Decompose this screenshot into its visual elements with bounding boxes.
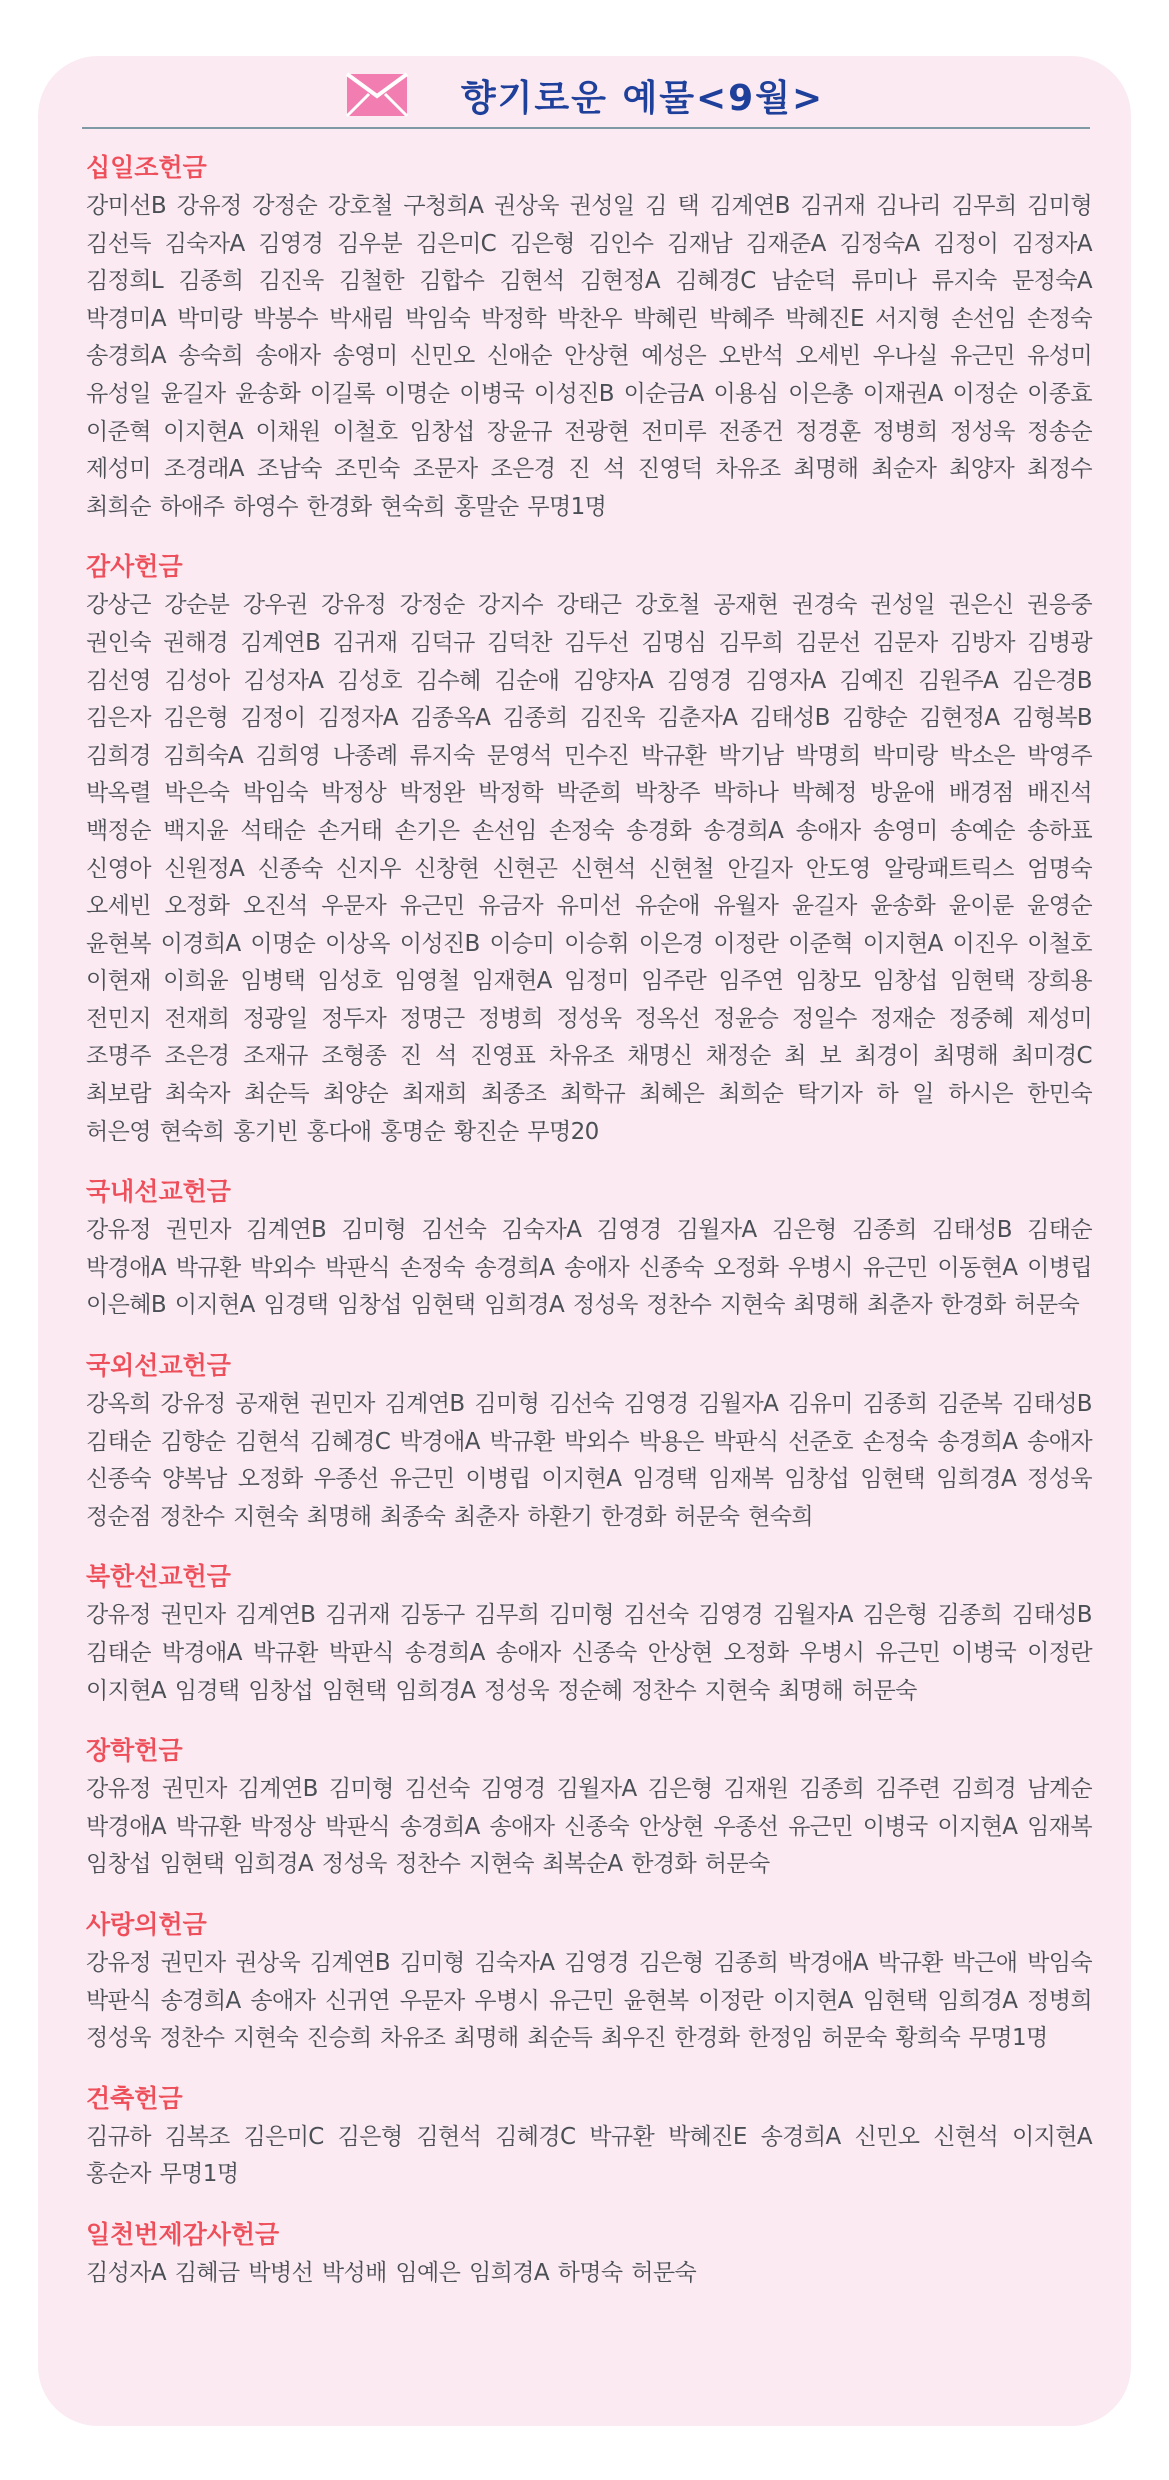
donor-names: 김성자A 김혜금 박병선 박성배 임예은 임희경A 하명숙 허문숙 (86, 2259, 697, 2286)
donor-names: 강유정 권민자 김계연B 김미형 김선숙 김숙자A 김영경 김월자A 김은형 김종희 김태성B 김태순 박경애A 박규환 박외수 박판식 손정숙 송경희A 송애자 신종숙 오정화 우병시 유근민 이동현A 이병립 이은혜B 이지현A 임경택 임창섭 임현택 임희경A 정성욱 정찬수 지현숙 최명해 최춘자 한경화 허문숙 (86, 1217, 1092, 1319)
section-title: 국외선교헌금 (86, 1351, 231, 1381)
donor-names: 강유정 권민자 김계연B 김귀재 김동구 김무희 김미형 김선숙 김영경 김월자A 김은형 김종희 김태성B 김태순 박경애A 박규환 박판식 송경희A 송애자 신종숙 안상현 오정화 우병시 유근민 이병국 이정란 이지현A 임경택 임창섭 임현택 임희경A 정성욱 정순혜 정찬수 지현숙 최명해 허문숙 (86, 1602, 1092, 1704)
donor-names: 강유정 권민자 권상욱 김계연B 김미형 김숙자A 김영경 김은형 김종희 박경애A 박규환 박근애 박임숙 박판식 송경희A 송애자 신귀연 우문자 우병시 유근민 윤현복 이정란 이지현A 임현택 임희경A 정병희 정성욱 정찬수 지현숙 진승희 차유조 최명해 최순득 최우진 한경화 한정임 허문숙 황희숙 무명1명 (86, 1949, 1092, 2052)
header (82, 60, 1087, 130)
donor-names: 김규하 김복조 김은미C 김은형 김현석 김혜경C 박규환 박혜진E 송경희A 신민오 신현석 이지현A 홍순자 무명1명 (86, 2123, 1092, 2188)
section-north-korea-mission (86, 1559, 1092, 1710)
section-title: 감사헌금 (86, 552, 183, 582)
section-title: 사랑의헌금 (86, 1909, 207, 1939)
section-title: 십일조헌금 (86, 153, 207, 182)
title-divider (82, 127, 1090, 129)
section-foreign-mission (86, 1348, 1092, 1536)
section-title: 일천번제감사헌금 (86, 2219, 280, 2249)
section-title: 북한선교헌금 (86, 1562, 231, 1592)
section-tithe (86, 150, 1092, 526)
donor-names: 강미선B 강유정 강정순 강호철 구청희A 권상욱 권성일 김 택 김계연B 김귀재 김나리 김무희 김미형 김선득 김숙자A 김영경 김우분 김은미C 김은형 김인수 김재남 김재준A 김정숙A 김정이 김정자A 김정희L 김종희 김진욱 김철한 김합수 김현석 김현정A 김혜경C 남순덕 류미나 류지숙 문정숙A 박경미A 박미랑 박봉수 박새림 박임숙 박정학 박찬우 박혜린 박혜주 박혜진E 서지형 손선임 손정숙 송경희A 송숙희 송애자 송영미 신민오 신애순 안상현 예성은 오반석 오세빈 우나실 유근민 유성미 유성일 윤길자 윤송화 이길록 이명순 이병국 이성진B 이순금A 이용심 이은총 이재권A 이정순 이종효 이준혁 이지현A 이채원 이철호 임창섭 장윤규 전광현 전미루 전종건 정경훈 정병희 정성욱 정송순 제성미 조경래A 조남숙 조민숙 조문자 조은경 진 석 진영덕 차유조 최명해 최순자 최양자 최정수 최희순 하애주 하영수 한경화 현숙희 홍말순 무명1명 (86, 193, 1092, 520)
section-thousand-offerings (86, 2217, 1092, 2293)
section-thanksgiving (86, 549, 1092, 1151)
section-love (86, 1907, 1092, 2058)
donor-names: 강옥희 강유정 공재현 권민자 김계연B 김미형 김선숙 김영경 김월자A 김유미 김종희 김준복 김태성B 김태순 김향순 김현석 김혜경C 박경애A 박규환 박외수 박용은 박판식 선준호 손정숙 송경희A 송애자 신종숙 양복남 오정화 우종선 유근민 이병립 이지현A 임경택 임재복 임창섭 임현택 임희경A 정성욱 정순점 정찬수 지현숙 최명해 최종숙 최춘자 하환기 한경화 허문숙 현숙희 (86, 1391, 1092, 1530)
section-scholarship (86, 1733, 1092, 1884)
section-title: 장학헌금 (86, 1736, 183, 1766)
donor-names: 강상근 강순분 강우권 강유정 강정순 강지수 강태근 강호철 공재현 권경숙 권성일 권은신 권응중 권인숙 권해경 김계연B 김귀재 김덕규 김덕찬 김두선 김명심 김무희 김문선 김문자 김방자 김병광 김선영 김성아 김성자A 김성호 김수혜 김순애 김양자A 김영경 김영자A 김예진 김원주A 김은경B 김은자 김은형 김정이 김정자A 김종옥A 김종희 김진욱 김춘자A 김태성B 김향순 김현정A 김형복B 김희경 김희숙A 김희영 나종례 류지숙 문영석 민수진 박규환 박기남 박명희 박미랑 박소은 박영주 박옥렬 박은숙 박임숙 박정상 박정완 박정학 박준희 박창주 박하나 박혜정 방윤애 배경점 배진석 백정순 백지윤 석태순 손거태 손기은 손선임 손정숙 송경화 송경희A 송애자 송영미 송예순 송하표 신영아 신원정A 신종숙 신지우 신창현 신현곤 신현석 신현철 안길자 안도영 알랑패트릭스 엄명숙 오세빈 오정화 오진석 우문자 유근민 유금자 유미선 유순애 유월자 윤길자 윤송화 윤이룬 윤영순 윤현복 이경희A 이명순 이상옥 이성진B 이승미 이승휘 이은경 이정란 이준혁 이지현A 이진우 이철호 이현재 이희윤 임병택 임성호 임영철 임재현A 임정미 임주란 임주연 임창모 임창섭 임현택 장희용 전민지 전재희 정광일 정두자 정명근 정병희 정성욱 정옥선 정윤승 정일수 정재순 정중혜 제성미 조명주 조은경 조재규 조형종 진 석 진영표 차유조 채명신 채정순 최 보 최경이 최명해 최미경C 최보람 최숙자 최순득 최양순 최재희 최종조 최학규 최혜은 최희순 탁기자 하 일 하시은 한민숙 허은영 현숙희 홍기빈 홍다애 홍명순 황진순 무명20 (86, 592, 1092, 1145)
envelope-icon (345, 72, 409, 118)
section-title: 국내선교헌금 (86, 1177, 231, 1207)
section-domestic-mission (86, 1174, 1092, 1325)
donor-names: 강유정 권민자 김계연B 김미형 김선숙 김영경 김월자A 김은형 김재원 김종희 김주련 김희경 남계순 박경애A 박규환 박정상 박판식 송경희A 송애자 신종숙 안상현 우종선 유근민 이병국 이지현A 임재복 임창섭 임현택 임희경A 정성욱 정찬수 지현숙 최복순A 한경화 허문숙 (86, 1776, 1092, 1878)
section-building (86, 2081, 1092, 2194)
offering-list (86, 150, 1092, 2316)
section-title: 건축헌금 (86, 2083, 183, 2113)
page-title: 향기로운 예물<9월> (460, 77, 825, 119)
